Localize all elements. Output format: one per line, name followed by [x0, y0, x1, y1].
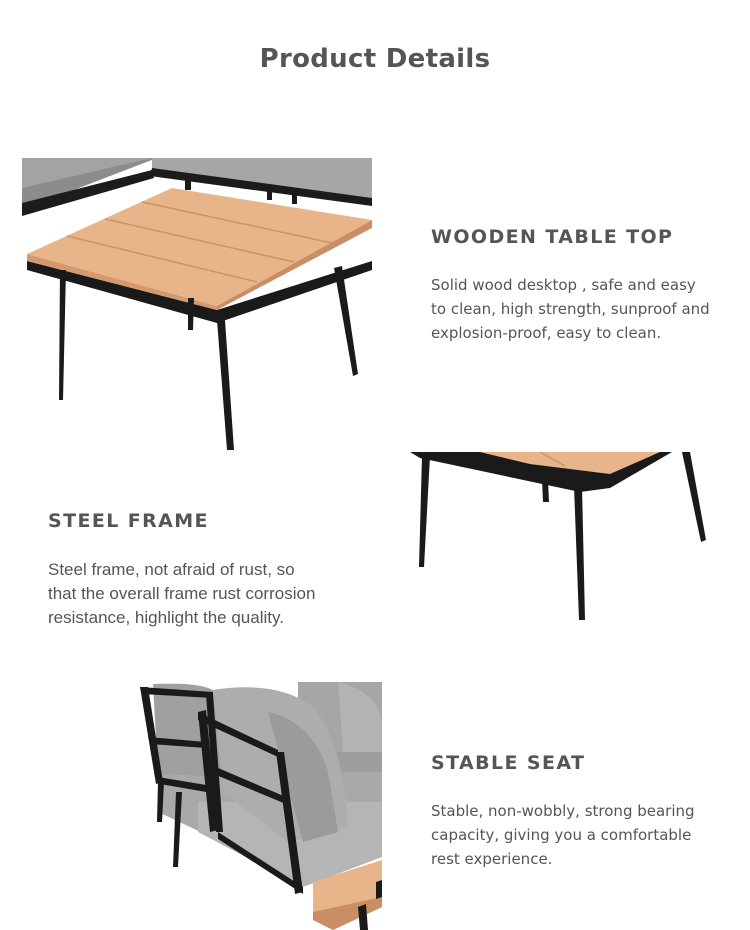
description-line: Solid wood desktop , safe and easy	[431, 276, 696, 294]
table-top-photo	[22, 158, 372, 450]
feature-description-steel-frame	[48, 558, 315, 630]
description-line: rest experience.	[431, 850, 553, 868]
steel-frame-photo	[410, 452, 710, 622]
description-line: explosion-proof, easy to clean.	[431, 324, 662, 342]
description-line: capacity, giving you a comfortable	[431, 826, 692, 844]
feature-description-stable-seat	[431, 799, 695, 871]
description-line: to clean, high strength, sunproof and	[431, 300, 710, 318]
page-title: Product Details	[259, 44, 491, 74]
sofa-seat-photo	[138, 682, 382, 930]
description-line: resistance, highlight the quality.	[48, 608, 284, 627]
feature-title-wooden-table-top: WOODEN TABLE TOP	[431, 226, 674, 248]
description-line: Stable, non-wobbly, strong bearing	[431, 802, 695, 820]
feature-title-steel-frame: STEEL FRAME	[48, 510, 209, 532]
description-line: Steel frame, not afraid of rust, so	[48, 560, 295, 579]
feature-title-stable-seat: STABLE SEAT	[431, 752, 586, 774]
feature-description-wooden-table-top	[431, 273, 710, 345]
description-line: that the overall frame rust corrosion	[48, 584, 316, 603]
